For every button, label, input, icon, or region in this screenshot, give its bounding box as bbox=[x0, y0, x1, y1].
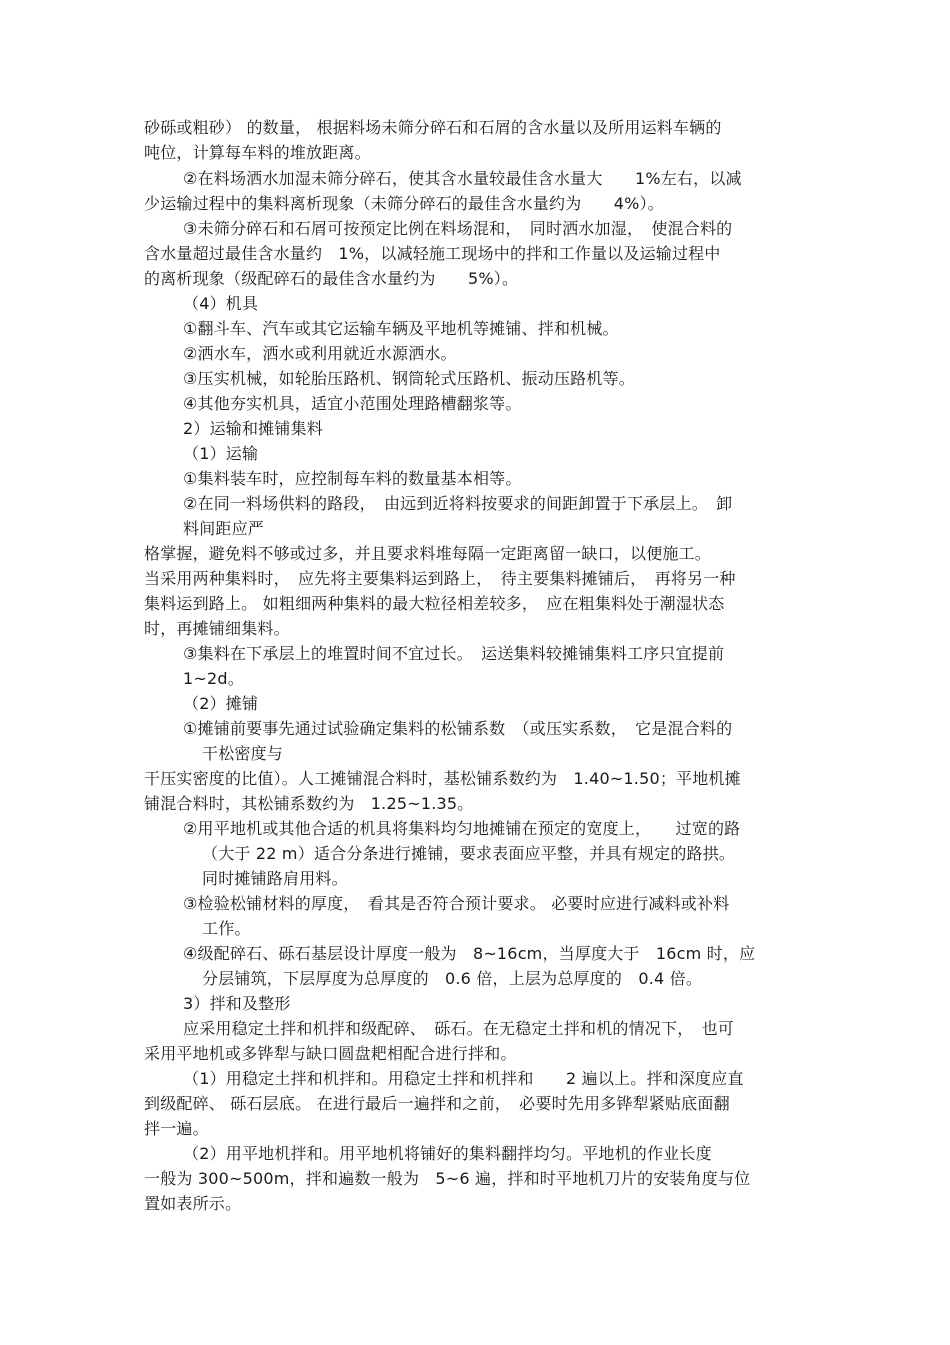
text-line: ③集料在下承层上的堆置时间不宜过长。 运送集料较摊铺集料工序只宜提前 bbox=[183, 644, 725, 663]
text-line: ②在同一料场供料的路段， 由远到近将料按要求的间距卸置于下承层上。 卸 bbox=[183, 494, 733, 513]
section-heading: （4）机具 bbox=[183, 294, 259, 313]
text-line: 同时摊铺路肩用料。 bbox=[202, 869, 348, 888]
text-line: 采用平地机或多铧犁与缺口圆盘耙相配合进行拌和。 bbox=[144, 1044, 517, 1063]
section-heading: 3）拌和及整形 bbox=[183, 994, 291, 1013]
text-line: 当采用两种集料时， 应先将主要集料运到路上， 待主要集料摊铺后， 再将另一种 bbox=[144, 569, 736, 588]
text-line: ③未筛分碎石和石屑可按预定比例在料场混和， 同时洒水加湿， 使混合料的 bbox=[183, 219, 733, 238]
text-line: 1~2d。 bbox=[183, 669, 244, 688]
text-line: ①翻斗车、汽车或其它运输车辆及平地机等摊铺、拌和机械。 bbox=[183, 319, 619, 338]
section-heading: 2）运输和摊铺集料 bbox=[183, 419, 323, 438]
text-line: 一般为 300~500m，拌和遍数一般为 5~6 遍，拌和时平地机刀片的安装角度与位 bbox=[144, 1169, 751, 1188]
text-line: ②洒水车，洒水或利用就近水源洒水。 bbox=[183, 344, 457, 363]
text-line: 集料运到路上。 如粗细两种集料的最大粒径相差较多， 应在粗集料处于潮湿状态 bbox=[144, 594, 725, 613]
text-line: （1）用稳定土拌和机拌和。用稳定土拌和机拌和 2 遍以上。拌和深度应直 bbox=[183, 1069, 744, 1088]
text-line: 格掌握，避免料不够或过多，并且要求料堆每隔一定距离留一缺口，以便施工。 bbox=[144, 544, 712, 563]
section-heading: （2）摊铺 bbox=[183, 694, 259, 713]
text-line: 工作。 bbox=[202, 919, 251, 938]
text-line: 到级配碎、 砾石层底。 在进行最后一遍拌和之前， 必要时先用多铧犁紧贴底面翻 bbox=[144, 1094, 730, 1113]
text-line: 少运输过程中的集料离析现象（未筛分碎石的最佳含水量约为 4%）。 bbox=[144, 194, 664, 213]
text-line: ①集料装车时，应控制每车料的数量基本相等。 bbox=[183, 469, 522, 488]
text-line: 料间距应严 bbox=[183, 519, 265, 538]
text-line: （大于 22 m）适合分条进行摊铺，要求表面应平整，并具有规定的路拱。 bbox=[202, 844, 736, 863]
text-line: 干压实密度的比值）。人工摊铺混合料时，基松铺系数约为 1.40~1.50；平地机摊 bbox=[144, 769, 741, 788]
text-line: ②在料场洒水加湿未筛分碎石，使其含水量较最佳含水量大 1%左右，以减 bbox=[183, 169, 742, 188]
text-line: 拌一遍。 bbox=[144, 1119, 209, 1138]
text-line: ④级配碎石、砾石基层设计厚度一般为 8~16cm，当厚度大于 16cm 时，应 bbox=[183, 944, 756, 963]
text-line: 应采用稳定土拌和机拌和级配碎、 砾石。在无稳定土拌和机的情况下， 也可 bbox=[183, 1019, 735, 1038]
text-line: 时，再摊铺细集料。 bbox=[144, 619, 290, 638]
text-line: 砂砾或粗砂） 的数量， 根据料场未筛分碎石和石屑的含水量以及所用运料车辆的 bbox=[144, 118, 722, 137]
text-line: 分层铺筑，下层厚度为总厚度的 0.6 倍，上层为总厚度的 0.4 倍。 bbox=[202, 969, 703, 988]
text-line: 的离析现象（级配碎石的最佳含水量约为 5%）。 bbox=[144, 269, 519, 288]
text-line: 置如表所示。 bbox=[144, 1194, 242, 1213]
text-line: 吨位，计算每车料的堆放距离。 bbox=[144, 143, 371, 162]
text-line: 铺混合料时，其松铺系数约为 1.25~1.35。 bbox=[144, 794, 474, 813]
text-line: ③压实机械，如轮胎压路机、钢筒轮式压路机、振动压路机等。 bbox=[183, 369, 635, 388]
text-line: 含水量超过最佳含水量约 1%，以减轻施工现场中的拌和工作量以及运输过程中 bbox=[144, 244, 721, 263]
text-line: （2）用平地机拌和。用平地机将铺好的集料翻拌均匀。平地机的作业长度 bbox=[183, 1144, 712, 1163]
text-line: ②用平地机或其他合适的机具将集料均匀地摊铺在预定的宽度上， 过宽的路 bbox=[183, 819, 741, 838]
text-line: ④其他夯实机具，适宜小范围处理路槽翻浆等。 bbox=[183, 394, 522, 413]
text-line: ③检验松铺材料的厚度， 看其是否符合预计要求。 必要时应进行减料或补料 bbox=[183, 894, 730, 913]
text-line: ①摊铺前要事先通过试验确定集料的松铺系数 （或压实系数， 它是混合料的 bbox=[183, 719, 733, 738]
section-heading: （1）运输 bbox=[183, 444, 259, 463]
text-line: 干松密度与 bbox=[202, 744, 284, 763]
